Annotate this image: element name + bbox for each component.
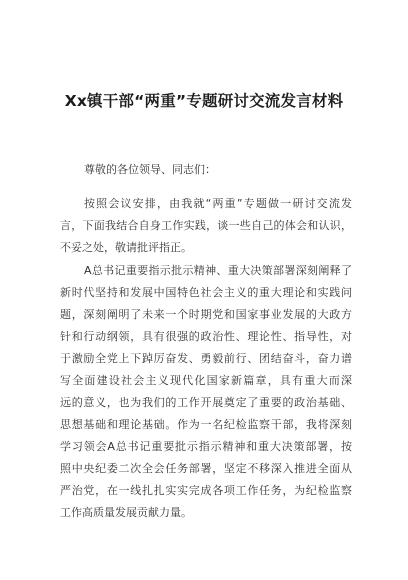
salutation xyxy=(60,159,352,181)
paragraph-line: 严治党，在一线扎扎实实完成各项工作任务，为纪检监察 xyxy=(60,484,352,497)
paragraph-line: 思想基础和理论基础。作为一名纪检监察干部，我将深刻 xyxy=(60,418,352,431)
paragraph-line: 题，深刻阐明了未来一个时期党和国家事业发展的大政方 xyxy=(60,308,352,321)
paragraph-line: 工作高质量发展贡献力量。 xyxy=(60,506,192,519)
paragraph-1 xyxy=(60,193,352,259)
paragraph-line: 言，下面我结合自身工作实践，谈一些自己的体会和认识， xyxy=(60,219,352,232)
salutation-line: 尊敬的各位领导、同志们： xyxy=(84,163,216,176)
paragraph-line: 不妥之处，敬请批评指正。 xyxy=(60,241,192,254)
paragraph-line: 照中央纪委二次全会任务部署，坚定不移深入推进全面从 xyxy=(60,462,352,475)
paragraph-line: 针和行动纲领，具有很强的政治性、理论性、指导性，对 xyxy=(60,330,352,343)
paragraph-line: A总书记重要指示批示精神、重大决策部署深刻阐释了 xyxy=(84,264,352,277)
paragraph-line: 学习领会A总书记重要批示指示精神和重大决策部署，按 xyxy=(60,440,352,453)
paragraph-line: 新时代坚持和发展中国特色社会主义的重大理论和实践问 xyxy=(60,286,352,299)
paragraph-line: 按照会议安排，由我就“两重”专题做一研讨交流发 xyxy=(84,197,352,210)
paragraph-line: 写全面建设社会主义现代化国家新篇章，具有重大而深 xyxy=(60,374,352,387)
paragraph-2 xyxy=(60,260,352,524)
paragraph-line: 远的意义，也为我们的工作开展奠定了重要的政治基础、 xyxy=(60,396,352,409)
document-title: Xx镇干部“两重”专题研讨交流发言材料 xyxy=(64,92,344,110)
paragraph-line: 于激励全党上下踔厉奋发、勇毅前行、团结奋斗，奋力谱 xyxy=(60,352,352,365)
